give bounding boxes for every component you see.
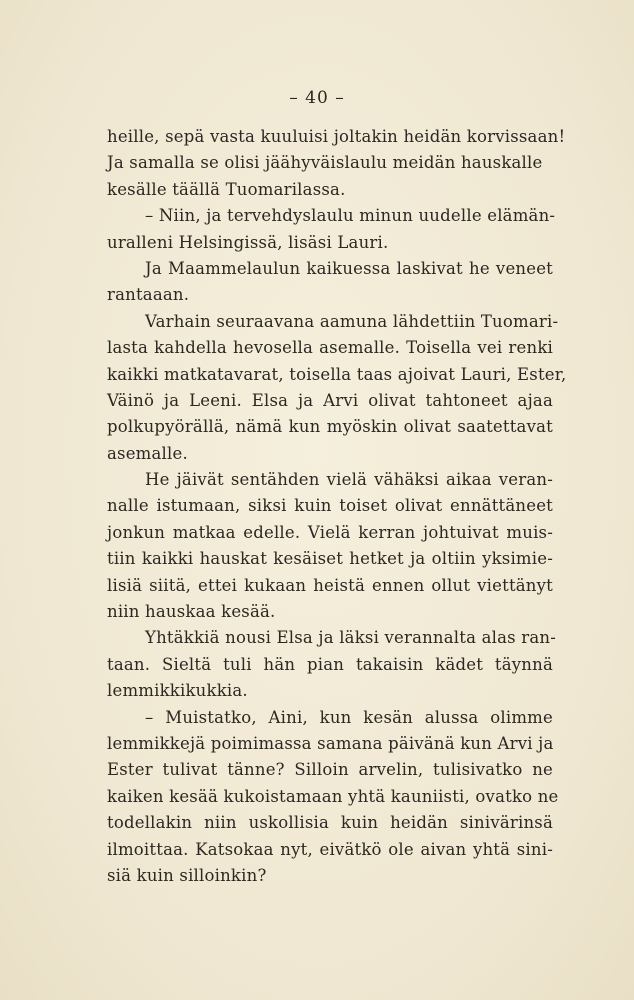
text-line: heille, sepä vasta kuuluisi joltakin heidän korvissaan! (107, 127, 566, 146)
text-line: nalle istumaan, siksi kuin toiset olivat ennättäneet (107, 496, 553, 516)
page-number: – 40 – (289, 88, 345, 108)
text-line: jonkun matkaa edelle. Vielä kerran johtuivat muis- (107, 522, 553, 542)
text-line: kesälle täällä Tuomarilassa. (107, 179, 346, 199)
text-line: lemmikkejä poimimassa samana päivänä kun Arvi ja (107, 733, 554, 753)
text-line: polkupyörällä, nämä kun myöskin olivat saatettavat (107, 417, 553, 437)
text-line: Ester tulivat tänne? Silloin arvelin, tulisivatko ne (107, 760, 553, 780)
text-line: Väinö ja Leeni. Elsa ja Arvi olivat tahtoneet ajaa (107, 390, 553, 410)
text-line: Ja samalla se olisi jäähyväislaulu meidän hauskalle (107, 153, 543, 173)
text-line: lasta kahdella hevosella asemalle. Toisella vei renki (107, 338, 553, 358)
text-block (107, 124, 567, 889)
text-line: Varhain seuraavana aamuna lähdettiin Tuomari- (145, 311, 559, 331)
text-line: Ja Maammelaulun kaikuessa laskivat he veneet (145, 258, 553, 278)
text-line: He jäivät sentähden vielä vähäksi aikaa veran- (145, 470, 553, 490)
text-line: – Niin, ja tervehdyslaulu minun uudelle elämän- (145, 206, 556, 226)
text-line: kaikki matkatavarat, toisella taas ajoivat Lauri, Ester, (107, 364, 567, 384)
text-line: Yhtäkkiä nousi Elsa ja läksi verannalta alas ran- (145, 628, 556, 648)
text-line: taan. Sieltä tuli hän pian takaisin kädet täynnä (107, 654, 553, 674)
text-line: niin hauskaa kesää. (107, 602, 276, 622)
text-line: rantaaan. (107, 285, 190, 305)
text-line: kaiken kesää kukoistamaan yhtä kauniisti, ovatko ne (107, 786, 559, 806)
text-line: – Muistatko, Aini, kun kesän alussa olimme (145, 707, 553, 727)
text-line: lemmikkikukkia. (107, 681, 248, 701)
text-line: tiin kaikki hauskat kesäiset hetket ja oltiin yksimie- (107, 549, 553, 569)
text-line: siä kuin silloinkin? (107, 865, 267, 885)
text-line: uralleni Helsingissä, lisäsi Lauri. (107, 232, 389, 252)
text-line: lisiä siitä, ettei kukaan heistä ennen ollut viettänyt (107, 575, 553, 595)
text-line: todellakin niin uskollisia kuin heidän sinivärinsä (107, 813, 553, 833)
text-line: ilmoittaa. Katsokaa nyt, eivätkö ole aivan yhtä sini- (107, 839, 553, 859)
text-line: asemalle. (107, 443, 188, 463)
